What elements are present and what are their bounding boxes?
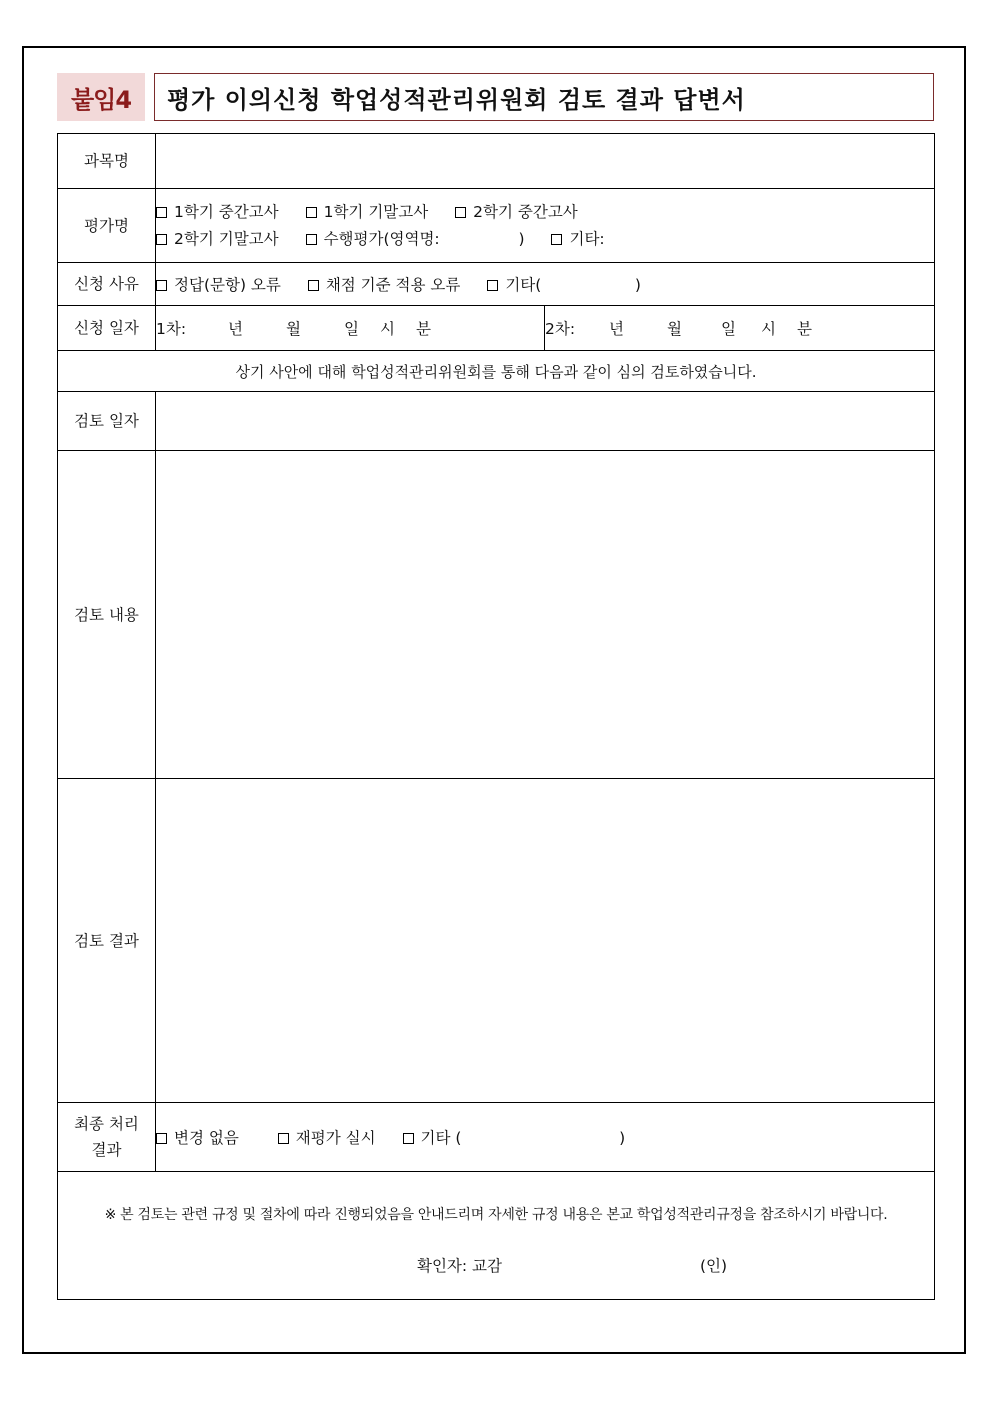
checkbox-icon[interactable] bbox=[487, 280, 498, 291]
review-result-row bbox=[58, 779, 935, 1103]
option-sem1-midterm[interactable]: 1학기 중간고사 bbox=[156, 203, 279, 221]
checkbox-icon[interactable] bbox=[156, 280, 167, 291]
checkbox-icon[interactable] bbox=[551, 234, 562, 245]
review-content-row bbox=[58, 451, 935, 779]
checkbox-icon[interactable] bbox=[455, 207, 466, 218]
apply-date-row bbox=[58, 306, 935, 351]
option-reason-other[interactable]: 기타( ) bbox=[487, 276, 641, 294]
intro-row bbox=[58, 351, 935, 392]
footer-cell bbox=[58, 1172, 935, 1300]
review-content-input[interactable] bbox=[156, 451, 935, 779]
evaluation-options bbox=[156, 189, 935, 263]
option-performance[interactable]: 수행평가(영역명: ) bbox=[306, 230, 525, 248]
option-final-other[interactable]: 기타 ( ) bbox=[403, 1129, 626, 1147]
response-form-table bbox=[57, 133, 935, 1300]
checkbox-icon[interactable] bbox=[306, 207, 317, 218]
checkbox-icon[interactable] bbox=[156, 234, 167, 245]
option-answer-error[interactable]: 정답(문항) 오류 bbox=[156, 276, 281, 294]
subject-label: 과목명 bbox=[58, 134, 156, 189]
option-evaluation-other[interactable]: 기타: bbox=[551, 230, 604, 248]
first-apply-date[interactable]: 1차: 년 월 일 시 분 bbox=[156, 306, 545, 351]
apply-date-label: 신청 일자 bbox=[58, 306, 156, 351]
subject-input[interactable] bbox=[156, 134, 935, 189]
reason-label: 신청 사유 bbox=[58, 263, 156, 306]
checkbox-icon[interactable] bbox=[403, 1133, 414, 1144]
evaluation-label: 평가명 bbox=[58, 189, 156, 263]
option-sem2-final[interactable]: 2학기 기말고사 bbox=[156, 230, 279, 248]
checkbox-icon[interactable] bbox=[306, 234, 317, 245]
option-reevaluation[interactable]: 재평가 실시 bbox=[278, 1129, 376, 1147]
reason-row bbox=[58, 263, 935, 306]
footer-notice: ※ 본 검토는 관련 규정 및 절차에 따라 진행되었음을 안내드리며 자세한 규정 내용은 본교 학업성적관리규정을 참조하시기 바랍니다. bbox=[104, 1206, 888, 1223]
final-row bbox=[58, 1103, 935, 1172]
evaluation-row bbox=[58, 189, 935, 263]
document-title bbox=[154, 73, 934, 121]
confirmer-label: 확인자: 교감 bbox=[416, 1256, 502, 1275]
confirmer-line bbox=[58, 1254, 934, 1276]
checkbox-icon[interactable] bbox=[156, 1133, 167, 1144]
review-result-label: 검토 결과 bbox=[58, 779, 156, 1103]
footer-row bbox=[58, 1172, 935, 1300]
attachment-tag: 붙임4 bbox=[57, 73, 145, 121]
review-date-label: 검토 일자 bbox=[58, 392, 156, 451]
review-date-row bbox=[58, 392, 935, 451]
checkbox-icon[interactable] bbox=[278, 1133, 289, 1144]
final-options bbox=[156, 1103, 935, 1172]
subject-row bbox=[58, 134, 935, 189]
checkbox-icon[interactable] bbox=[308, 280, 319, 291]
review-content-label: 검토 내용 bbox=[58, 451, 156, 779]
review-result-input[interactable] bbox=[156, 779, 935, 1103]
second-apply-date[interactable]: 2차: 년 월 일 시 분 bbox=[545, 306, 935, 351]
final-label: 최종 처리 결과 bbox=[58, 1103, 156, 1172]
checkbox-icon[interactable] bbox=[156, 207, 167, 218]
option-sem1-final[interactable]: 1학기 기말고사 bbox=[306, 203, 429, 221]
reason-options bbox=[156, 263, 935, 306]
seal-mark: (인) bbox=[700, 1256, 728, 1275]
option-no-change[interactable]: 변경 없음 bbox=[156, 1129, 239, 1147]
document-title-text: 평가 이의신청 학업성적관리위원회 검토 결과 답변서 bbox=[167, 85, 746, 114]
option-sem2-midterm[interactable]: 2학기 중간고사 bbox=[455, 203, 578, 221]
intro-statement: 상기 사안에 대해 학업성적관리위원회를 통해 다음과 같이 심의 검토하였습니다. bbox=[58, 351, 935, 392]
review-date-input[interactable] bbox=[156, 392, 935, 451]
option-scoring-error[interactable]: 채점 기준 적용 오류 bbox=[308, 276, 461, 294]
